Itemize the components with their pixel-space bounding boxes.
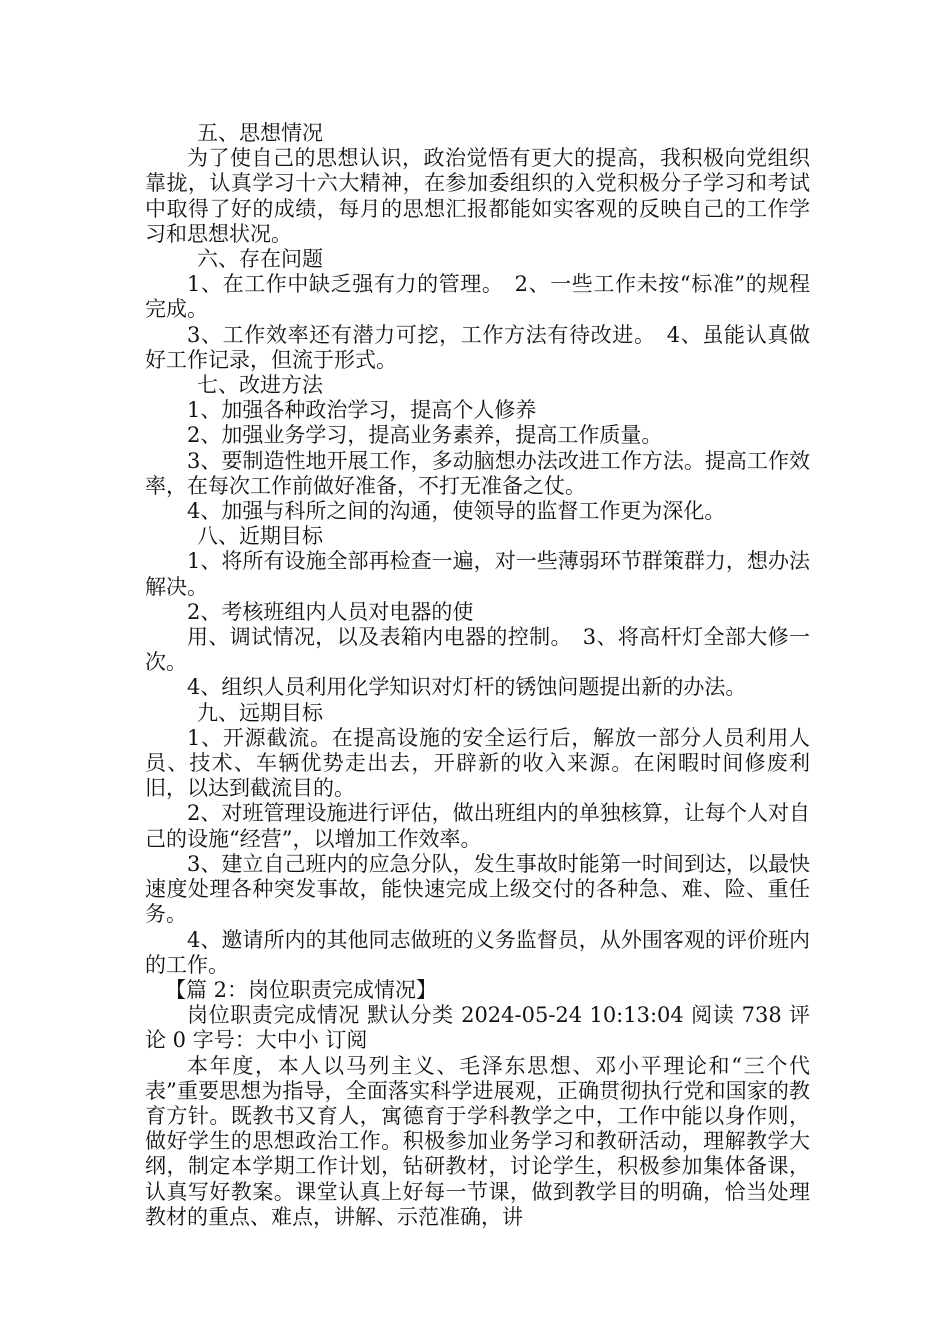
paragraph: 本年度，本人以马列主义、毛泽东思想、邓小平理论和“三个代表”重要思想为指导，全面落实科学进展观，正确贯彻执行党和国家的教育方针。既教书又育人，寓德育于学科教学之中，工作中能以身作则，做好学生的思想政治工作。积极参加业务学习和教研活动，理解教学大纲，制定本学期工作计划，钻研教材，讨论学生，积极参加集体备课，认真写好教案。课堂认真上好每一节课，做到教学目的明确，恰当处理教材的重点、难点，讲解、示范准确，讲 (145, 1053, 810, 1229)
paragraph: 4、加强与科所之间的沟通，使领导的监督工作更为深化。 (187, 499, 726, 524)
paragraph: 4、组织人员利用化学知识对灯杆的锈蚀问题提出新的办法。 (187, 675, 747, 700)
paragraph: 为了使自己的思想认识，政治觉悟有更大的提高，我积极向党组织靠拢，认真学习十六大精神，在参加委组织的入党积极分子学习和考试中取得了好的成绩，每月的思想汇报都能如实客观的反映自己的工作学习和思想状况。 (145, 146, 810, 246)
paragraph: 用、调试情况，以及表箱内电器的控制。 3、将高杆灯全部大修一次。 (145, 625, 810, 675)
document-page (145, 121, 810, 1230)
paragraph: 2、加强业务学习，提高业务素养，提高工作质量。 (187, 423, 663, 448)
article-title: 【篇 2：岗位职责完成情况】 (165, 977, 438, 1002)
paragraph: 1、加强各种政治学习，提高个人修养 (187, 398, 537, 423)
section-heading-problems: 六、存在问题 (197, 247, 323, 272)
section-heading-ideology: 五、思想情况 (197, 121, 323, 145)
section-heading-long-term-goals: 九、远期目标 (197, 700, 323, 725)
paragraph: 4、邀请所内的其他同志做班的义务监督员，从外围客观的评价班内的工作。 (145, 927, 810, 977)
article-meta: 岗位职责完成情况 默认分类 2024-05-24 10:13:04 阅读 738 评论 0 字号：大中小 订阅 (145, 1003, 810, 1053)
paragraph: 3、工作效率还有潜力可挖，工作方法有待改进。 4、虽能认真做好工作记录，但流于形式。 (145, 322, 810, 372)
paragraph: 3、要制造性地开展工作，多动脑想办法改进工作方法。提高工作效率，在每次工作前做好准备，不打无准备之仗。 (145, 448, 810, 498)
paragraph: 2、考核班组内人员对电器的使 (187, 599, 474, 624)
section-heading-short-term-goals: 八、近期目标 (197, 524, 323, 549)
paragraph: 1、开源截流。在提高设施的安全运行后，解放一部分人员利用人员、技术、车辆优势走出去，开辟新的收入来源。在闲暇时间修废利旧，以达到截流目的。 (145, 725, 810, 801)
section-heading-improvements: 七、改进方法 (197, 373, 323, 398)
paragraph: 3、建立自己班内的应急分队，发生事故时能第一时间到达，以最快速度处理各种突发事故，能快速完成上级交付的各种急、难、险、重任务。 (145, 851, 810, 927)
paragraph: 1、将所有设施全部再检查一遍，对一些薄弱环节群策群力，想办法解决。 (145, 549, 810, 599)
paragraph: 1、在工作中缺乏强有力的管理。 2、一些工作未按“标准”的规程完成。 (145, 272, 810, 322)
paragraph: 2、对班管理设施进行评估，做出班组内的单独核算，让每个人对自己的设施“经营”，以增加工作效率。 (145, 801, 810, 851)
